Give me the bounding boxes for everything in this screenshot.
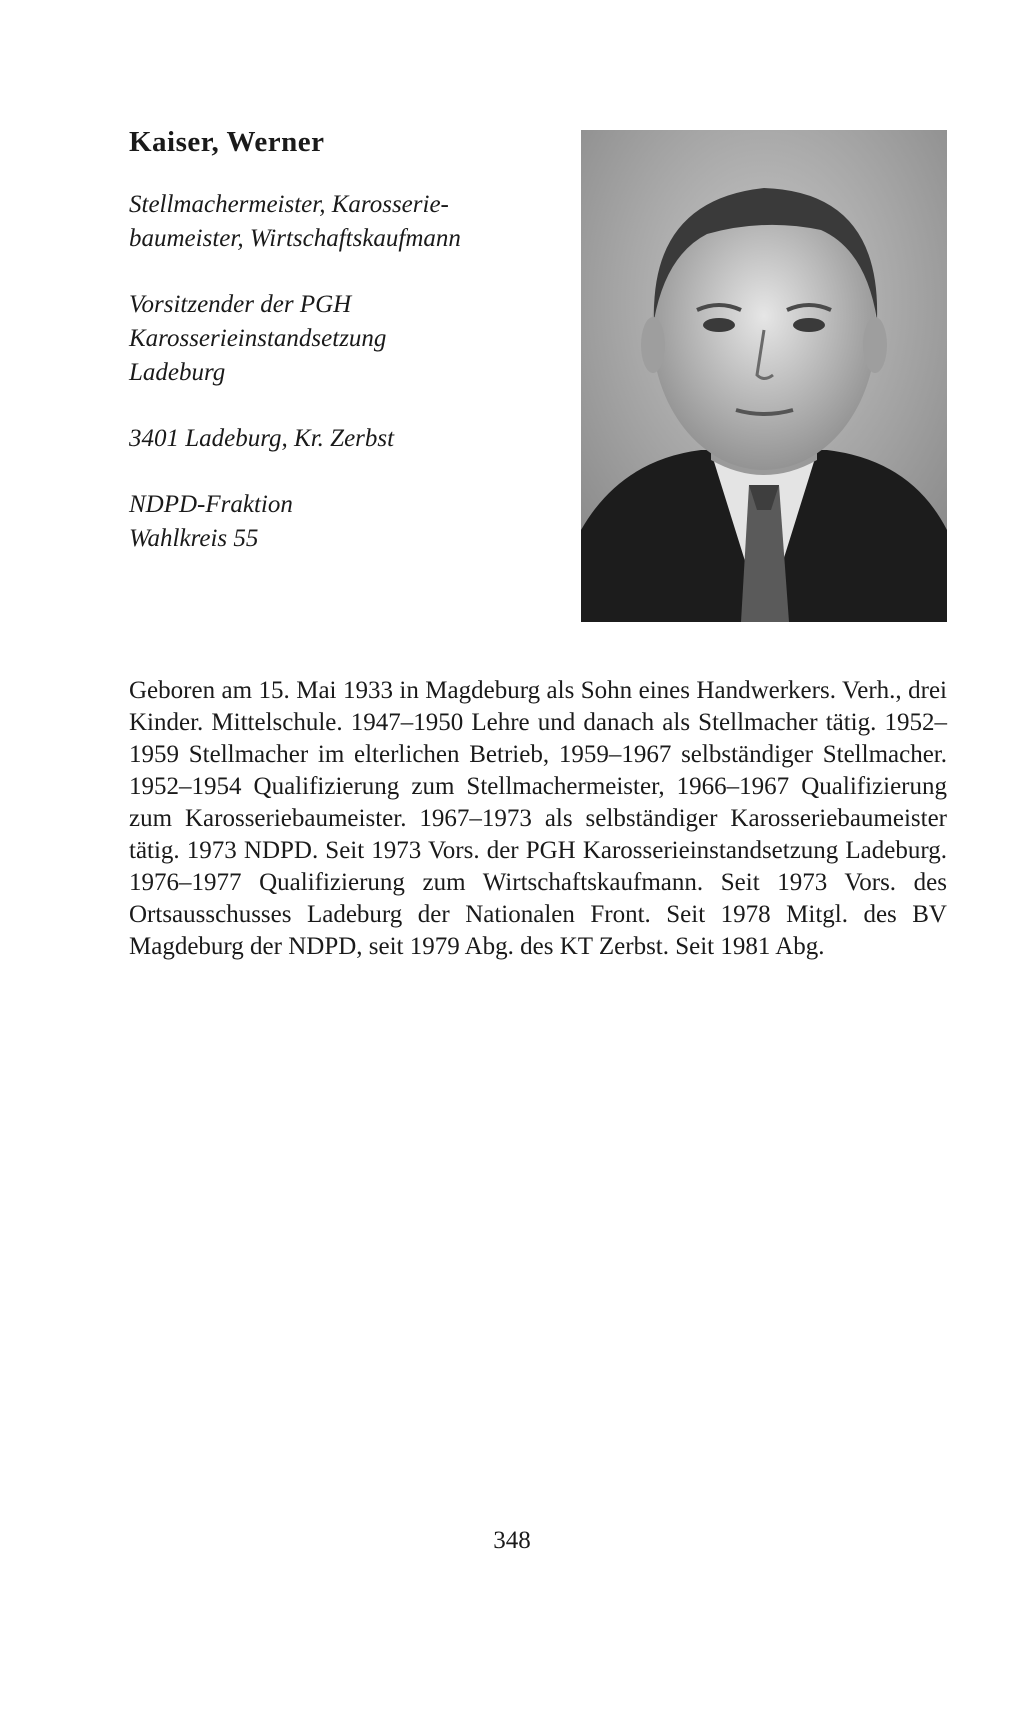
entry-name: Kaiser, Werner xyxy=(129,126,325,158)
faction-line: Wahlkreis 55 xyxy=(129,525,259,552)
address xyxy=(129,422,559,456)
faction xyxy=(129,488,559,556)
professions-line: baumeister, Wirtschaftskaufmann xyxy=(129,225,461,252)
biography-text: Geboren am 15. Mai 1933 in Magdeburg als Sohn eines Handwerkers. Verh., drei Kinder. Mittelschule. 1947–1950 Lehre und danach als Stellmacher tätig. 1952–1959 Stellmacher im elterlichen Betrieb, 1959–1967 selbständiger Stellmacher. 1952–1954 Qualifizierung zum Stellmachermeister, 1966–1967 Qualifizierung zum Karosseriebaumeister. 1967–1973 als selbständiger Karosseriebaumeister tätig. 1973 NDPD. Seit 1973 Vors. der PGH Karosserieinstandsetzung Ladeburg. 1976–1977 Qualifizierung zum Wirtschaftskaufmann. Seit 1973 Vors. des Ortsausschusses Ladeburg der Nationalen Front. Seit 1978 Mitgl. des BV Magdeburg der NDPD, seit 1979 Abg. des KT Zerbst. Seit 1981 Abg. xyxy=(129,677,947,960)
professions xyxy=(129,188,559,256)
portrait-photo xyxy=(581,130,947,622)
position-line: Ladeburg xyxy=(129,359,226,386)
faction-line: NDPD-Fraktion xyxy=(129,491,293,518)
position-line: Karosserieinstandsetzung xyxy=(129,325,387,352)
page-number: 348 xyxy=(493,1527,531,1554)
address-line: 3401 Ladeburg, Kr. Zerbst xyxy=(129,425,395,452)
position-line: Vorsitzender der PGH xyxy=(129,291,352,318)
entry-details xyxy=(129,188,559,588)
professions-line: Stellmachermeister, Karosserie- xyxy=(129,191,449,218)
position xyxy=(129,288,559,390)
